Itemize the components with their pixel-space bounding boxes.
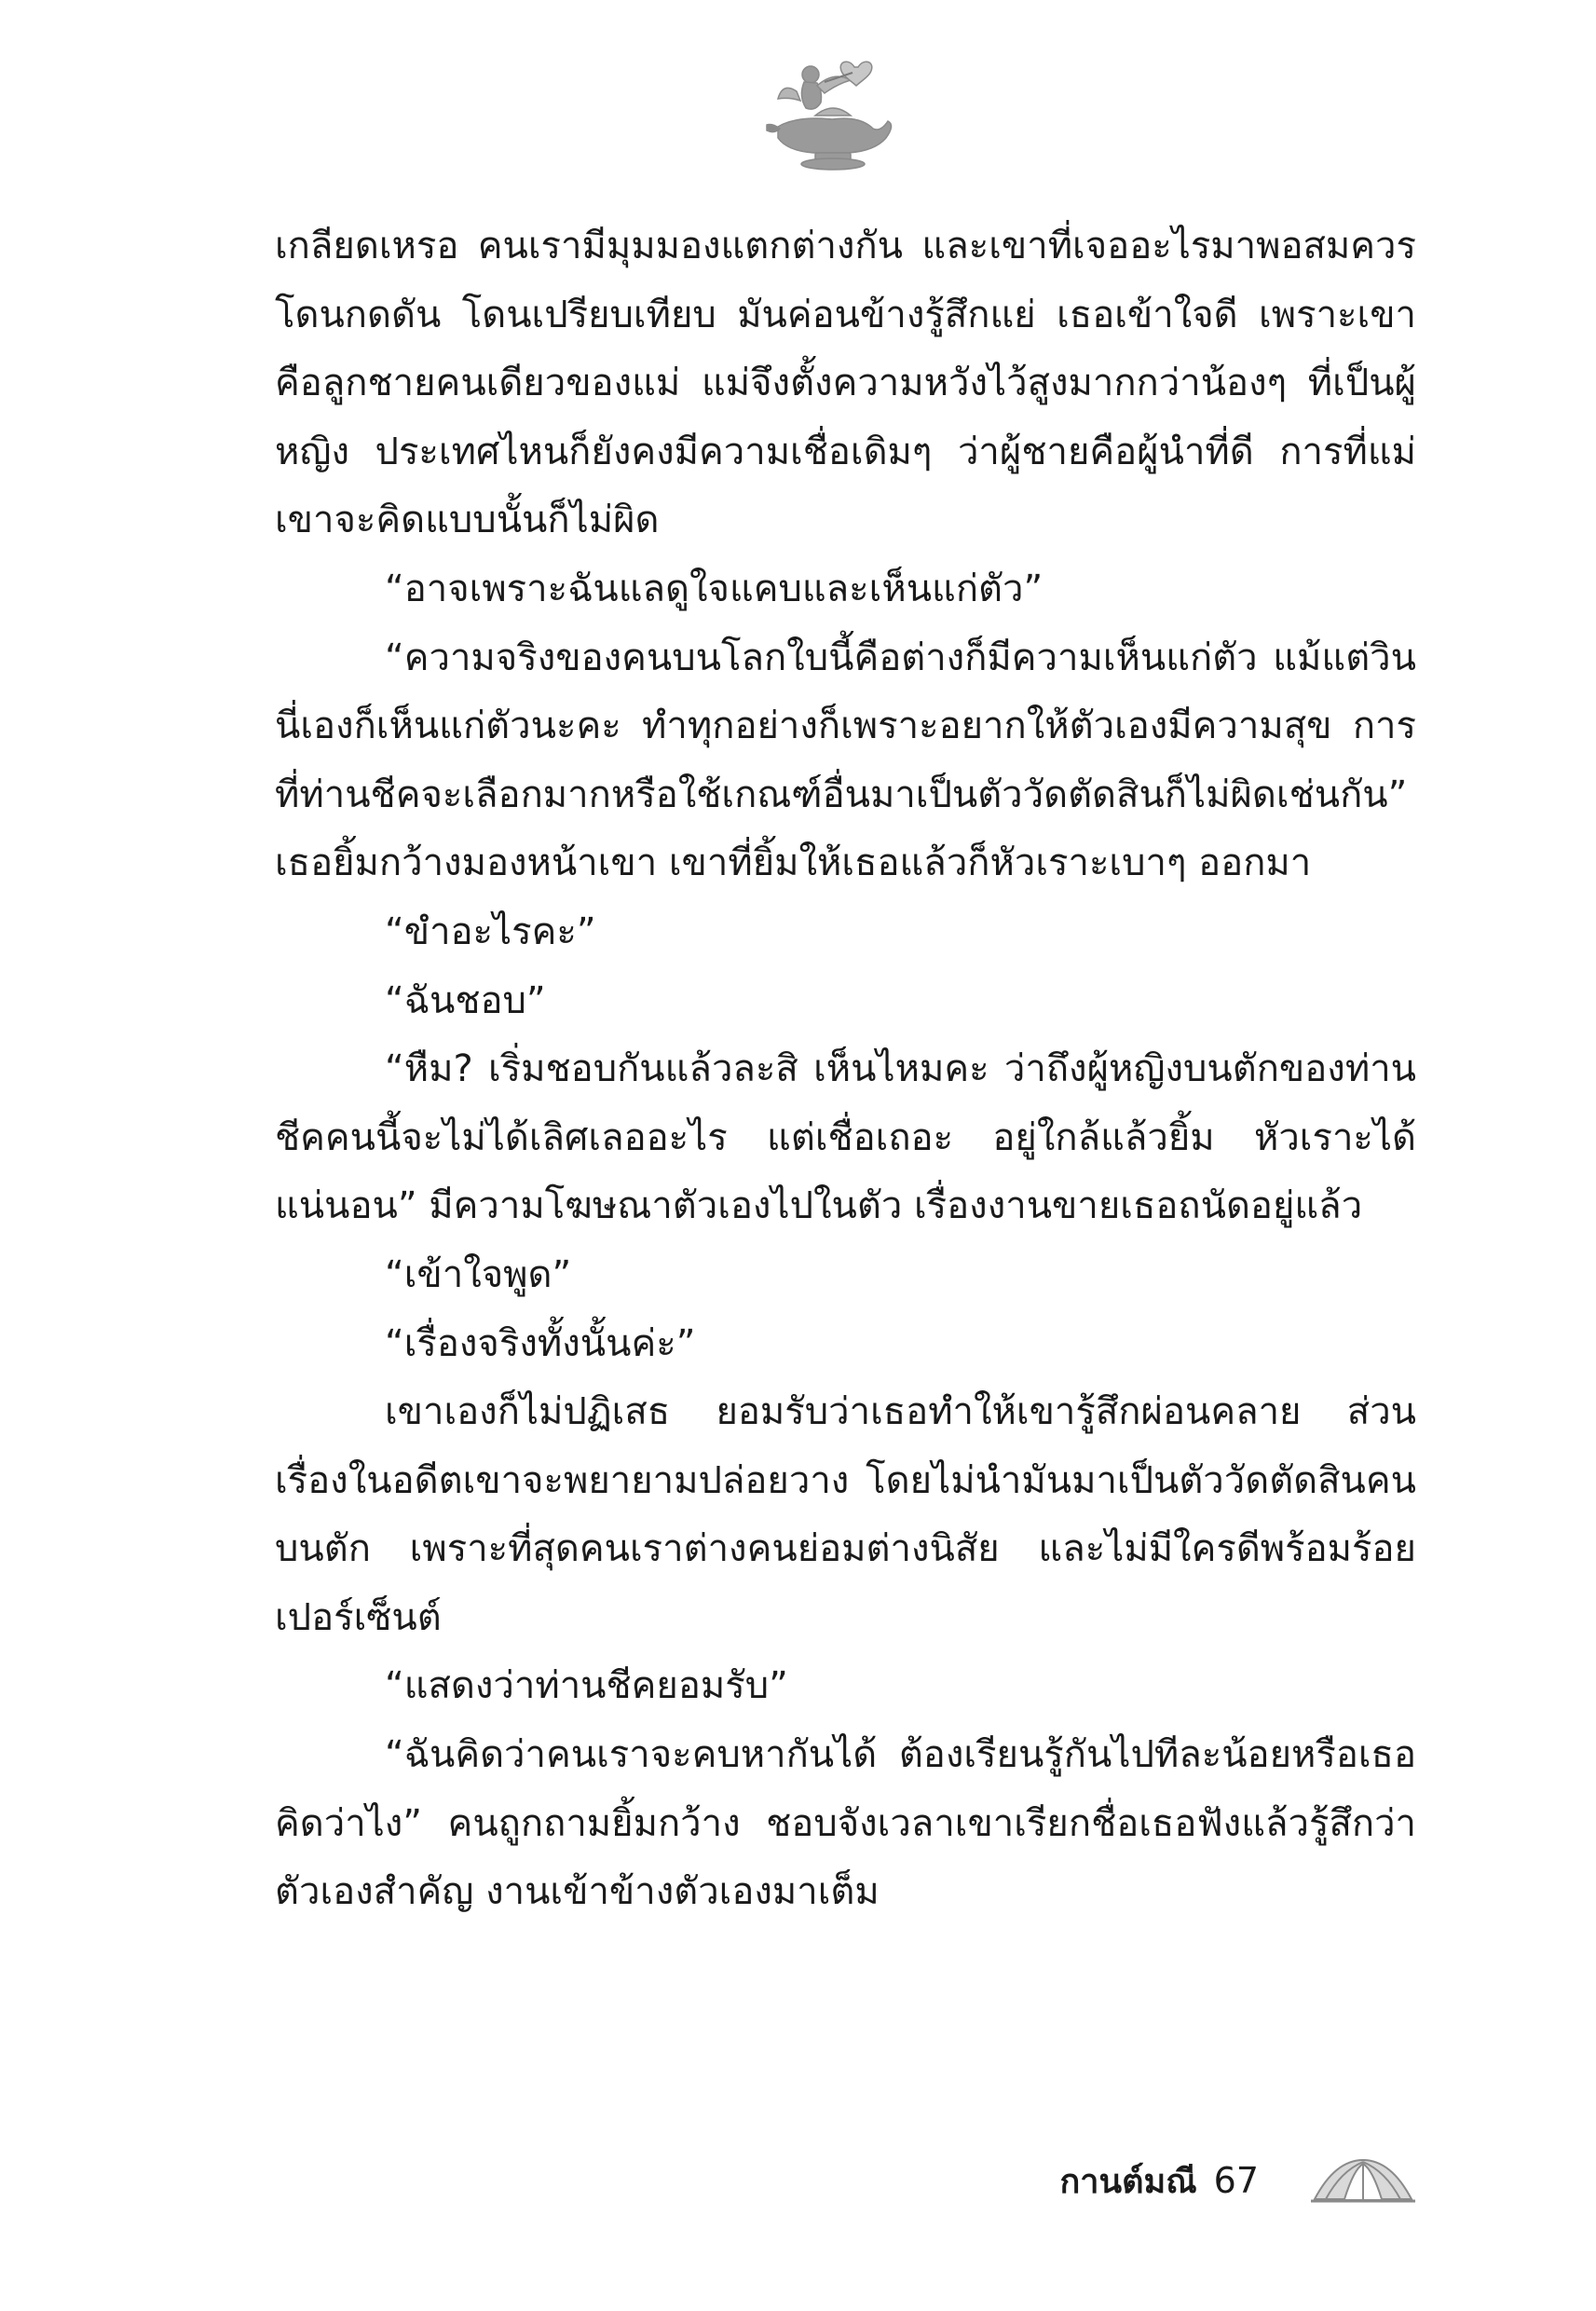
dialogue-paragraph: “เข้าใจพูด” [385, 1252, 572, 1296]
dialogue-paragraph: “แสดงว่าท่านชีคยอมรับ” [385, 1664, 788, 1708]
dialogue-paragraph: “ขำอะไรคะ” [385, 909, 596, 953]
dialogue-paragraph: “ฉันชอบ” [385, 978, 546, 1022]
page-footer [1060, 2143, 1420, 2218]
genie-lamp-with-cupid-icon [759, 54, 899, 175]
tent-icon [1307, 2153, 1419, 2208]
dialogue-paragraph: “อาจเพราะฉันแลดูใจแคบและเห็นแก่ตัว” [385, 567, 1044, 610]
author-name: กานต์มณี [1059, 2162, 1197, 2201]
dialogue-paragraph: “หืม? เริ่มชอบกันแล้วละสิ เห็นไหมคะ ว่าถึงผู้หญิงบนตักของท่านชีคคนนี้จะไม่ได้เลิศเลออะไร แต่เชื่อเถอะ อยู่ใกล้แล้วยิ้ม หัวเราะได้แน่นอน” มีความโฆษณาตัวเองไปในตัว เรื่องงานขายเธอถนัดอยู่แล้ว [275, 1047, 1416, 1228]
dialogue-paragraph: “ความจริงของคนบนโลกใบนี้คือต่างก็มีความเห็นแก่ตัว แม้แต่วินนี่เองก็เห็นแก่ตัวนะคะ ทำทุกอย่างก็เพราะอยากให้ตัวเองมีความสุข การที่ท่านชีคจะเลือกมากหรือใช้เกณฑ์อื่นมาเป็นตัววัดตัดสินก็ไม่ผิดเช่นกัน” เธอยิ้มกว้างมองหน้าเขา เขาที่ยิ้มให้เธอแล้วก็หัวเราะเบาๆ ออกมา [275, 636, 1416, 885]
dialogue-paragraph: “ฉันคิดว่าคนเราจะคบหากันได้ ต้องเรียนรู้กันไปทีละน้อยหรือเธอคิดว่าไง” คนถูกถามยิ้มกว้าง ชอบจังเวลาเขาเรียกชื่อเธอฟังแล้วรู้สึกว่าตัวเองสำคัญ งานเข้าข้างตัวเองมาเต็ม [275, 1733, 1416, 1914]
page-number: 67 [1213, 2160, 1259, 2201]
paragraph: เกลียดเหรอ คนเรามีมุมมองแตกต่างกัน และเขาที่เจออะไรมาพอสมควร โดนกดดัน โดนเปรียบเทียบ มันค่อนข้างรู้สึกแย่ เธอเข้าใจดี เพราะเขาคือลูกชายคนเดียวของแม่ แม่จึงตั้งความหวังไว้สูงมากกว่าน้องๆ ที่เป็นผู้หญิง ประเทศไหนก็ยังคงมีความเชื่อเดิมๆ ว่าผู้ชายคือผู้นำที่ดี การที่แม่เขาจะคิดแบบนั้นก็ไม่ผิด [275, 225, 1416, 542]
dialogue-paragraph: “เรื่องจริงทั้งนั้นค่ะ” [385, 1321, 696, 1365]
chapter-body [275, 212, 1416, 1927]
paragraph: เขาเองก็ไม่ปฏิเสธ ยอมรับว่าเธอทำให้เขารู้สึกผ่อนคลาย ส่วนเรื่องในอดีตเขาจะพยายามปล่อยวาง โดยไม่นำมันมาเป็นตัววัดตัดสินคนบนตัก เพราะที่สุดคนเราต่างคนย่อมต่างนิสัย และไม่มีใครดีพร้อมร้อยเปอร์เซ็นต์ [275, 1390, 1416, 1639]
